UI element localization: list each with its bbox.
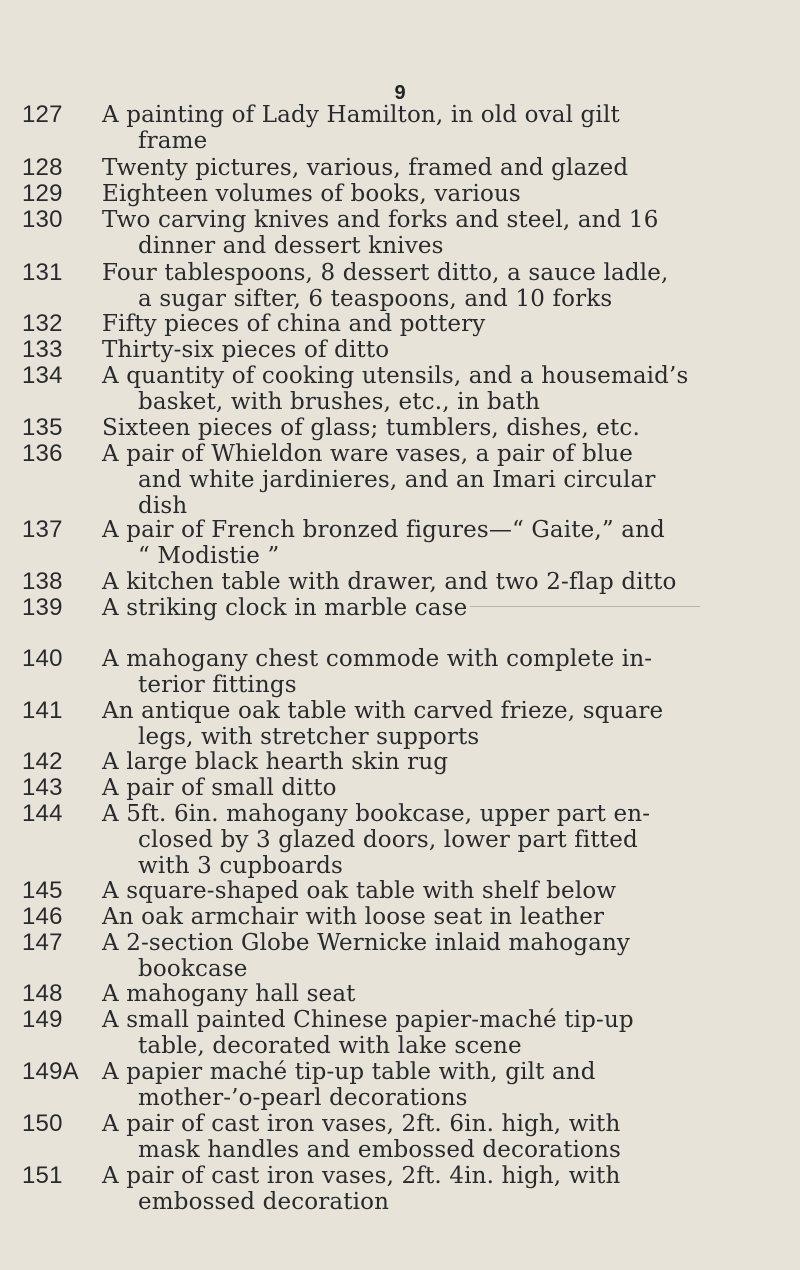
lot-description-line: basket, with brushes, etc., in bath <box>138 389 541 415</box>
lot-description <box>102 904 792 930</box>
lot-description <box>102 155 792 181</box>
lot-description <box>102 981 792 1007</box>
lot-description <box>102 415 792 441</box>
lot-description <box>102 775 792 801</box>
lot-description-line: mask handles and embossed decorations <box>138 1137 621 1163</box>
lot-description-line: embossed decoration <box>138 1189 390 1215</box>
lot-number: 137 <box>22 516 63 543</box>
lot-description-line: A mahogany chest commode with complete in- <box>102 646 653 672</box>
lot-description <box>102 311 792 337</box>
lot-description <box>102 569 792 595</box>
lot-description <box>102 1059 792 1111</box>
lot-number: 131 <box>22 259 63 286</box>
lot-description <box>102 181 792 207</box>
lot-number: 136 <box>22 440 63 467</box>
lot-number: 139 <box>22 594 63 621</box>
lot-description <box>102 363 792 415</box>
lot-description-line: A kitchen table with drawer, and two 2-flap ditto <box>102 569 677 595</box>
lot-number: 140 <box>22 645 63 672</box>
lot-number: 147 <box>22 929 63 956</box>
lot-description-line: A quantity of cooking utensils, and a housemaid’s <box>102 363 689 389</box>
lot-description-line: bookcase <box>138 956 248 982</box>
lot-description <box>102 698 792 750</box>
lot-description <box>102 878 792 904</box>
lot-description-line: A pair of cast iron vases, 2ft. 6in. high, with <box>102 1111 621 1137</box>
lot-number: 128 <box>22 154 63 181</box>
lot-number: 148 <box>22 980 63 1007</box>
lot-description-line: Fifty pieces of china and pottery <box>102 311 486 337</box>
lot-description-line: mother-’o-pearl decorations <box>138 1085 468 1111</box>
lot-number: 132 <box>22 310 63 337</box>
lot-number: 143 <box>22 774 63 801</box>
lot-description <box>102 260 792 312</box>
lot-description-line: a sugar sifter, 6 teaspoons, and 10 forks <box>138 286 613 312</box>
lot-description <box>102 595 792 621</box>
lot-number: 127 <box>22 101 63 128</box>
lot-number: 141 <box>22 697 63 724</box>
lot-description-line: Four tablespoons, 8 dessert ditto, a sauce ladle, <box>102 260 669 286</box>
lot-description <box>102 517 792 569</box>
lot-number: 134 <box>22 362 63 389</box>
lot-description <box>102 930 792 982</box>
lot-description-line: A small painted Chinese papier-maché tip-up <box>102 1007 634 1033</box>
lot-number: 133 <box>22 336 63 363</box>
lot-description-line: closed by 3 glazed doors, lower part fitted <box>138 827 638 853</box>
lot-description <box>102 646 792 698</box>
lot-description-line: Twenty pictures, various, framed and glazed <box>102 155 629 181</box>
lot-description-line: with 3 cupboards <box>138 853 343 879</box>
lot-description-line: frame <box>138 128 208 154</box>
lot-description <box>102 337 792 363</box>
lot-description-line: A pair of French bronzed figures—“ Gaite,” and <box>102 517 665 543</box>
lot-number: 129 <box>22 180 63 207</box>
lot-description-line: Eighteen volumes of books, various <box>102 181 521 207</box>
lot-number: 142 <box>22 748 63 775</box>
lot-number: 135 <box>22 414 63 441</box>
lot-description <box>102 1007 792 1059</box>
lot-description-line: dish <box>138 493 188 519</box>
lot-description-line: terior fittings <box>138 672 297 698</box>
lot-number: 150 <box>22 1110 63 1137</box>
lot-description-line: An antique oak table with carved frieze, square <box>102 698 664 724</box>
lot-description-line: “ Modistie ” <box>138 543 280 569</box>
page-number: 9 <box>394 82 406 104</box>
lot-number: 146 <box>22 903 63 930</box>
lot-number: 149A <box>22 1058 79 1085</box>
lot-description-line: A pair of cast iron vases, 2ft. 4in. high, with <box>102 1163 621 1189</box>
lot-description-line: A 5ft. 6in. mahogany bookcase, upper part en- <box>102 801 651 827</box>
lot-description-line: A pair of small ditto <box>102 775 337 801</box>
lot-description <box>102 801 792 879</box>
lot-number: 151 <box>22 1162 63 1189</box>
lot-description-line: A papier maché tip-up table with, gilt and <box>102 1059 596 1085</box>
lot-description-line: table, decorated with lake scene <box>138 1033 522 1059</box>
lot-number: 145 <box>22 877 63 904</box>
lot-number: 138 <box>22 568 63 595</box>
lot-description-line: A painting of Lady Hamilton, in old oval gilt <box>102 102 620 128</box>
lot-description-line: Two carving knives and forks and steel, and 16 <box>102 207 659 233</box>
lot-description-line: legs, with stretcher supports <box>138 724 480 750</box>
lot-description-line: A 2-section Globe Wernicke inlaid mahogany <box>102 930 631 956</box>
lot-description-line: Sixteen pieces of glass; tumblers, dishes, etc. <box>102 415 640 441</box>
lot-description <box>102 1163 792 1215</box>
lot-description-line: dinner and dessert knives <box>138 233 444 259</box>
lot-description-line: and white jardinieres, and an Imari circular <box>138 467 656 493</box>
lot-description <box>102 207 792 259</box>
lot-description <box>102 102 792 154</box>
lot-number: 149 <box>22 1006 63 1033</box>
lot-description-line: A pair of Whieldon ware vases, a pair of blue <box>102 441 634 467</box>
lot-description-line: An oak armchair with loose seat in leather <box>102 904 605 930</box>
lot-description <box>102 749 792 775</box>
lot-description-line: A square-shaped oak table with shelf below <box>102 878 617 904</box>
lot-description <box>102 1111 792 1163</box>
lot-description-line: Thirty-six pieces of ditto <box>102 337 390 363</box>
lot-description-line: A large black hearth skin rug <box>102 749 449 775</box>
lot-description <box>102 441 792 519</box>
lot-description-line: A mahogany hall seat <box>102 981 356 1007</box>
lot-description-line: A striking clock in marble case <box>102 595 468 621</box>
lot-number: 144 <box>22 800 63 827</box>
lot-number: 130 <box>22 206 63 233</box>
